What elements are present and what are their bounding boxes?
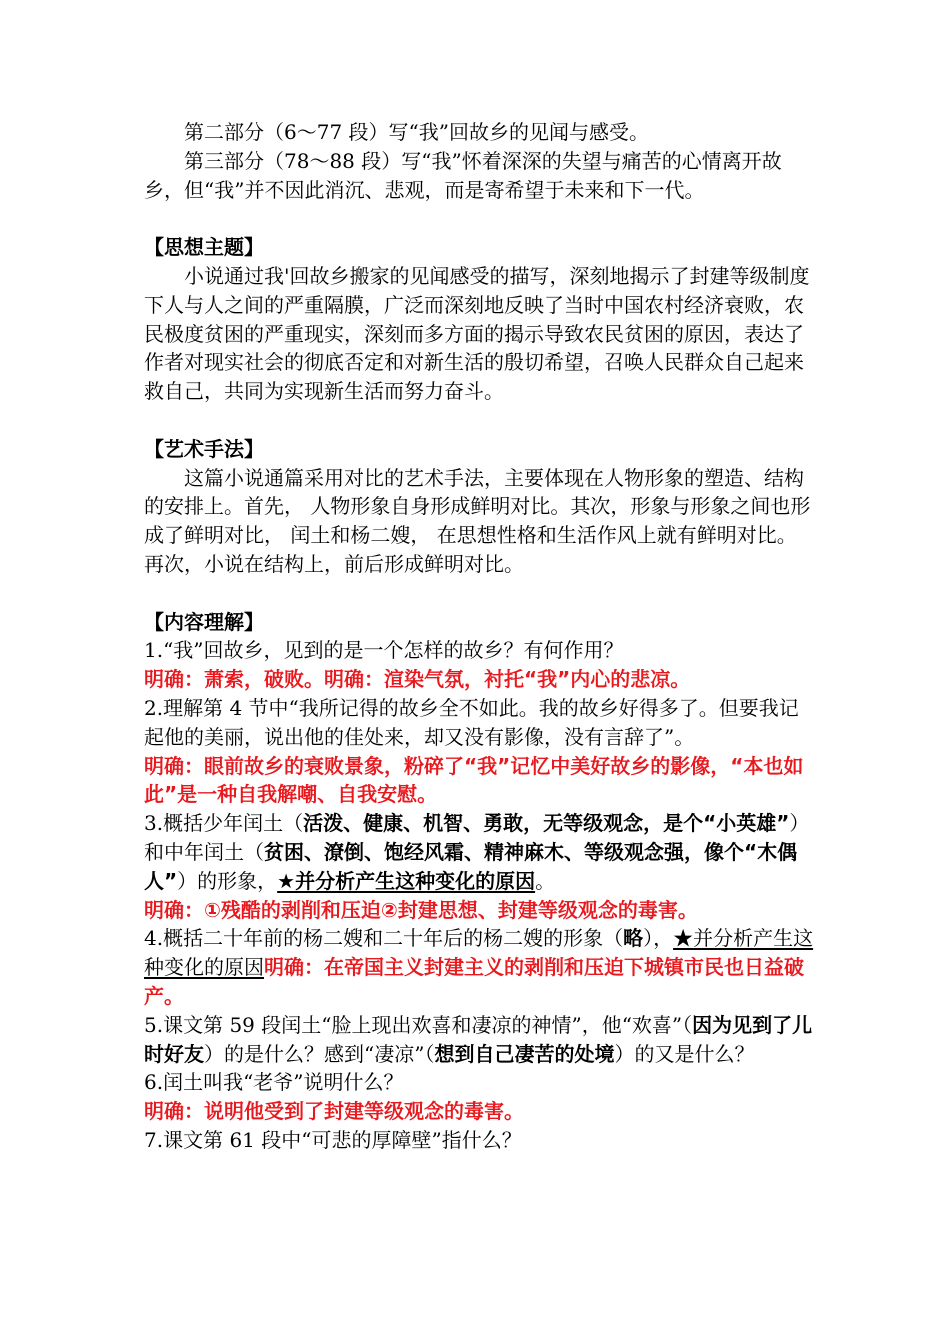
question-5-text: 5.课文第 59 段闰土“脸上现出欢喜和凄凉的神情”，他“欢喜”（	[144, 1012, 693, 1037]
theme-heading: 【思想主题】	[144, 235, 264, 260]
technique-heading: 【艺术手法】	[144, 436, 264, 461]
question-5-text: ）的又是什么？	[614, 1041, 755, 1066]
adult-runtu-traits: 贫困、潦倒、饱经风霜、精神麻木、等级观念强，像个“木偶人”	[144, 839, 798, 893]
question-4	[144, 924, 816, 1010]
answer-3: 明确：①残酷的剥削和压迫②封建思想、封建等级观念的毒害。	[144, 897, 698, 922]
question-3-text: 3.概括少年闰土（	[144, 811, 304, 836]
technique-body: 这篇小说通篇采用对比的艺术手法，主要体现在人物形象的塑造、结构的安排上。首先， 人物形象自身形成鲜明对比。其次，形象与形象之间也形成了鲜明对比， 闰土和杨二嫂， 在思想性格和生活作风上就有鲜明对比。再次，小说在结构上，前后形成鲜明对比。	[144, 465, 811, 576]
question-5-text: ）的是什么？感到“凄凉”（	[204, 1041, 435, 1066]
answer-4: 明确：在帝国主义封建主义的剥削和压迫下城镇市民也日益破产。	[144, 955, 804, 1008]
question-5	[144, 1011, 816, 1069]
question-3-text: ）和中年闰土（	[144, 811, 810, 864]
question-4-text: 4.概括二十年前的杨二嫂和二十年后的杨二嫂的形象（	[144, 926, 624, 951]
answer-1: 明确：萧索，破败。明确：渲染气氛，衬托“我”内心的悲凉。	[144, 667, 691, 692]
structure-part-2: 第二部分（6～77 段）写“我”回故乡的见闻与感受。	[184, 120, 649, 144]
answer-2: 明确：眼前故乡的衰败景象，粉碎了“我”记忆中美好故乡的影像，“本也如此”是一种自我解嘲、自我安慰。	[144, 753, 804, 807]
yang-ersao-note: 略	[623, 926, 644, 951]
question-3-star-task: ★并分析产生这种变化的原因	[277, 868, 536, 893]
answer-6: 明确：说明他受到了封建等级观念的毒害。	[144, 1099, 524, 1124]
question-3	[144, 809, 816, 895]
question-6: 6.闰土叫我“老爷”说明什么？	[144, 1070, 404, 1095]
question-1: 1.“我”回故乡，见到的是一个怎样的故乡？有何作用？	[144, 638, 624, 663]
question-7: 7.课文第 61 段中“可悲的厚障壁”指什么？	[144, 1127, 522, 1152]
content-heading: 【内容理解】	[144, 609, 264, 634]
question-3-text: ）的形象，	[177, 868, 278, 893]
question-2: 2.理解第 4 节中“我所记得的故乡全不如此。我的故乡好得多了。但要我记起他的美丽，说出他的佳处来，却又没有影像，没有言辞了”。	[144, 695, 799, 749]
joy-reason: 因为见到了儿时好友	[144, 1012, 813, 1066]
question-4-star-task: ★并分析产生这种变化的原因	[144, 926, 814, 980]
structure-part-3: 第三部分（78～88 段）写“我”怀着深深的失望与痛苦的心情离开故乡，但“我”并不因此消沉、悲观，而是寄希望于未来和下一代。	[144, 148, 782, 202]
question-3-text: 。	[535, 868, 556, 893]
young-runtu-traits: 活泼、健康、机智、勇敢，无等级观念，是个“小英雄”	[303, 811, 790, 836]
theme-body: 小说通过我'回故乡搬家的见闻感受的描写，深刻地揭示了封建等级制度下人与人之间的严重隔膜，广泛而深刻地反映了当时中国农村经济衰败，农民极度贫困的严重现实，深刻而多方面的揭示导致农民贫困的原因，表达了作者对现实社会的彻底否定和对新生活的殷切希望，召唤人民群众自己起来救自己，共同为实现新生活而努力奋斗。	[144, 263, 810, 404]
document-page	[144, 118, 816, 1155]
sadness-reason: 想到自己凄苦的处境	[434, 1041, 615, 1066]
question-4-text: ），	[643, 926, 674, 951]
